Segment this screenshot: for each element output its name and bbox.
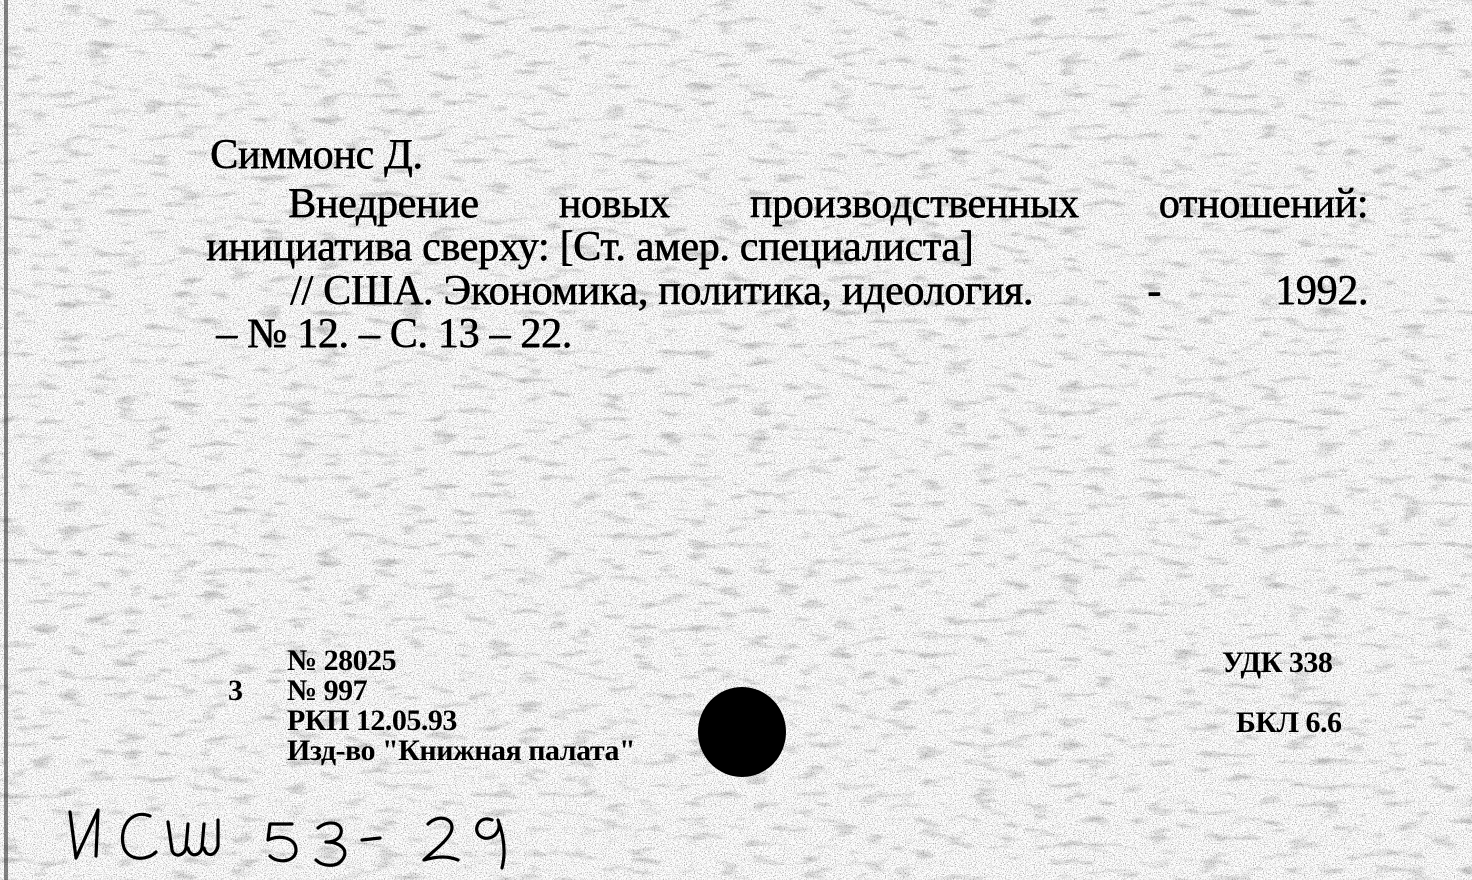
title-word: новых	[558, 181, 670, 227]
title-word: Внедрение	[288, 181, 479, 227]
source-journal: // США. Экономика, политика, идеология.	[290, 268, 1034, 314]
bkl-code: БКЛ 6.6	[1236, 706, 1342, 739]
punch-hole	[698, 687, 786, 777]
title-word: производственных	[749, 181, 1079, 227]
source-line-3	[290, 270, 1368, 312]
sub-number: № 997	[287, 674, 368, 707]
source-year: 1992.	[1274, 268, 1368, 314]
title-word: отношений:	[1158, 181, 1368, 227]
title-line-1	[288, 183, 1368, 225]
source-line-4: – № 12. – С. 13 – 22.	[216, 311, 572, 357]
record-number: № 28025	[287, 644, 397, 677]
author-name: Симмонс Д.	[210, 132, 423, 178]
rkp-date: РКП 12.05.93	[287, 704, 457, 737]
source-dash: -	[1147, 268, 1161, 314]
handwritten-shelf-mark	[40, 790, 560, 870]
publisher: Изд-во "Книжная палата"	[287, 734, 636, 767]
copies-count: 3	[228, 674, 243, 707]
title-line-2: инициатива сверху: [Ст. амер. специалиста]	[206, 224, 974, 270]
udk-code: УДК 338	[1222, 646, 1333, 679]
